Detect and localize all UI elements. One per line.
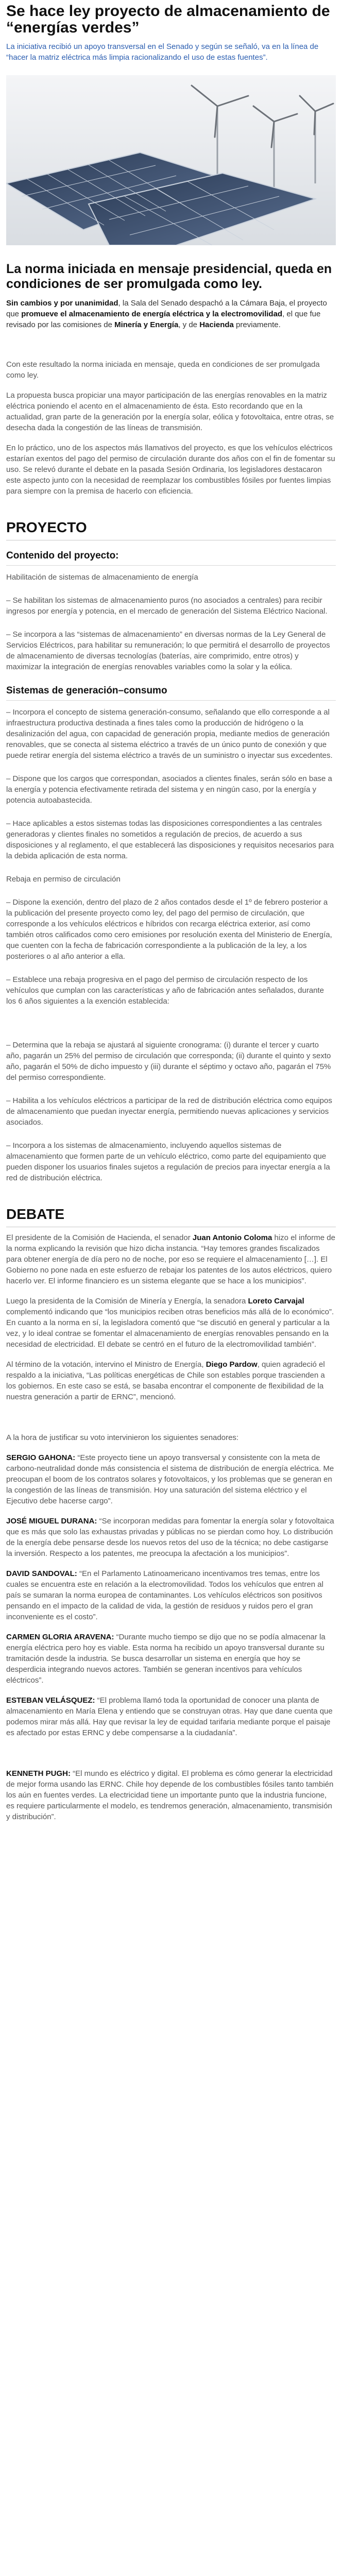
generacion-later-item: – Incorpora a los sistemas de almacenamiento, incluyendo aquellos sistemas de almacenamiento que formen parte de un vehículo eléctrico, como parte del equipamiento que pueden disponer los usuarios finales sujetos a regulación de precios para inyectar energía a la red de distribución eléctrica. bbox=[6, 1141, 330, 1182]
debate-paragraph bbox=[6, 1296, 336, 1350]
senator-name: DAVID SANDOVAL: bbox=[6, 1569, 77, 1578]
senator-quote bbox=[6, 1695, 336, 1738]
senator-quote-text: “Durante mucho tiempo se dijo que no se podía almacenar la energía eléctrica pero hoy es viable. Esta norma ha recibido un apoyo transversal durante su tramitación desde la industria. Se busca desarrollar un sistema en energía que hoy se desperdicia integrando nuevos actores. También se generan incentivos para vehículos eléctricos”. bbox=[6, 1633, 326, 1685]
wind-turbines-and-solar-panels-photo bbox=[6, 75, 336, 245]
generacion-later-item: – Determina que la rebaja se ajustará al siguiente cronograma: (i) durante el tercer y cuarto año, pagarán un 25% del permiso de circulación que corresponda; (ii) durante el quinto y sexto año, pagarán el 50% de dicho impuesto y (iii) durante el séptimo y octavo año, pagarán el 75% del permiso correspondiente. bbox=[6, 1041, 331, 1082]
generacion-item: – Dispone que los cargos que correspondan, asociados a clientes finales, serán sólo en base a la energía y potencia efectivamente retirada del sistema y en ningún caso, por la energía y potencia autoabastecida. bbox=[6, 774, 332, 805]
summary-bold-7: Hacienda bbox=[199, 320, 234, 329]
debate-paragraph: A la hora de justificar su voto intervinieron los siguientes senadores: bbox=[6, 1433, 239, 1442]
rebaja-item: – Dispone la exención, dentro del plazo de 2 años contados desde el 1º de febrero posterior a la publicación del presente proyecto como ley, del pago del permiso de circulación, que corresponde a los vehículos eléctricos e híbridos con recarga eléctrica exterior, así como también otros calificados como cero emisiones por resolución exenta del Ministerio de Energía, que cuenten con la fecha de fabricación correspondiente a la publicación de la ley, a los posteriores o al año anterior a ella. bbox=[6, 898, 332, 961]
senator-quote bbox=[6, 1452, 336, 1506]
senator-name: KENNETH PUGH: bbox=[6, 1769, 71, 1778]
generacion-later-item: – Habilita a los vehículos eléctricos a participar de la red de distribución eléctrica como equipos de almacenamiento que puedan inyectar energía, permitiendo nuevas aplicaciones y servicios asociados. bbox=[6, 1096, 332, 1127]
proyecto-subheading: Contenido del proyecto: bbox=[6, 550, 336, 566]
senator-name: CARMEN GLORIA ARAVENA: bbox=[6, 1633, 114, 1641]
paragraph: Con este resultado la norma iniciada en mensaje, queda en condiciones de ser promulgada como ley. bbox=[6, 360, 320, 380]
paragraph: En lo práctico, uno de los aspectos más llamativos del proyecto, es que los vehículos eléctricos estarían exentos del pago del permiso de circulación durante dos años con el fin de fomentar su uso. Se relevó durante el debate en la pasada Sesión Ordinaria, los legisladores destacaron este aspecto junto con la necesidad de reemplazar los combustibles fósiles por fuentes limpias para siempre con la premisa de hacerlo con eficiencia. bbox=[6, 444, 335, 496]
proyecto-item: – Se habilitan los sistemas de almacenamiento puros (no asociados a centrales) para recibir ingresos por energía y potencia, en el mercado de generación del Sistema Eléctrico Nacional. bbox=[6, 596, 328, 616]
senator-quote bbox=[6, 1568, 336, 1622]
proyecto-heading: PROYECTO bbox=[6, 519, 336, 540]
senator-quote bbox=[6, 1516, 336, 1559]
debate-text: complementó indicando que “los municipios reciben otras beneficios más allá de lo económico”. En cuanto a la norma en sí, la legisladora comentó que “se discutió en general y particular a la vez, y lo ideal contrae se fomentar el almacenamiento de energías renovables pensando en la necesidad de electricidad. El debate se centró en el futuro de la electromovilidad también”. bbox=[6, 1308, 334, 1349]
summary-text-2: , la Sala del Senado despachó a la Cámara Baja, el proyecto que bbox=[6, 299, 327, 318]
debate-text: , quien agradeció el respaldo a la iniciativa, “Las políticas energéticas de Chile son estables porque trascienden a los gobiernos. En este caso se está, se basaba encontrar el componente de flexibilidad de la nuestra generación a partir de ERNC”, mencionó. bbox=[6, 1360, 325, 1401]
debate-text: Luego la presidenta de la Comisión de Minería y Energía, la senadora bbox=[6, 1297, 248, 1306]
debate-paragraph bbox=[6, 1359, 336, 1402]
article-lead: La iniciativa recibió un apoyo transversal en el Senado y según se señaló, va en la línea de “hacer la matriz eléctrica más limpia racionalizando el uso de estas fuentes”. bbox=[6, 42, 319, 62]
summary-text-4: , el que fue revisado por las comisiones de bbox=[6, 310, 321, 329]
hero-illustration bbox=[6, 75, 336, 245]
senator-quote-text: “Se incorporan medidas para fomentar la energía solar y fotovoltaica que es más que solo las exhaustas privadas y públicas no se pierdan como hoy. Lo distribución de la energía debe pensarse desde los nuevos retos del uso de la técnica; no debe castigarse la inversión. Respecto a los patentes, me preocupa la afectación a los municipios”. bbox=[6, 1517, 334, 1558]
spacer bbox=[6, 1748, 336, 1768]
debate-text: Al término de la votación, intervino el Ministro de Energía, bbox=[6, 1360, 206, 1369]
summary-bold-1: Sin cambios y por unanimidad bbox=[6, 299, 118, 308]
summary-text-6: , y de bbox=[178, 320, 200, 329]
generacion-item: – Incorpora el concepto de sistema generación-consumo, señalando que ello corresponde a al infraestructura productiva destinada a fines tales como la producción de hidrógeno o la desalinización del agua, con capacidad de generación propia, mediante medios de generación renovables, que se conecta al sistema eléctrico a través de un único punto de conexión y que puede retirar energía del sistema eléctrico a través de un suministro o inyectar sus excedentes. bbox=[6, 708, 333, 760]
spacer bbox=[6, 1412, 336, 1432]
intro-summary bbox=[6, 298, 336, 330]
intro-heading: La norma iniciada en mensaje presidencial, queda en condiciones de ser promulgada como ley. bbox=[6, 262, 332, 291]
rebaja-label: Rebaja en permiso de circulación bbox=[6, 875, 121, 884]
article-title: Se hace ley proyecto de almacenamiento de “energías verdes” bbox=[6, 3, 330, 36]
debate-text: El presidente de la Comisión de Hacienda, el senador bbox=[6, 1233, 193, 1242]
proyecto-intro: Habilitación de sistemas de almacenamiento de energía bbox=[6, 573, 198, 582]
summary-bold-3: promueve el almacenamiento de energía eléctrica y la electromovilidad bbox=[21, 310, 283, 318]
senator-quote-text: “El problema llamó toda la oportunidad de conocer una planta de almacenamiento en María Elena y entiendo que se construyan otras. Hay que dane cuenta que podemos mirar más allá. Hay que revisar la ley de equidad tarifaria mediante porque el paisaje es afectado por estas ERNC y debe compensarse a la ciudadanía”. bbox=[6, 1696, 333, 1737]
spacer bbox=[6, 1019, 336, 1040]
senator-quote bbox=[6, 1768, 336, 1822]
article bbox=[0, 2, 342, 1822]
senator-quote-text: “En el Parlamento Latinoamericano incentivamos tres temas, entre los cuales se encuentra este en relación a la electromovilidad. Todos los vehículos que entren al país se sumaran la norma europea de contaminantes. Los vehículos eléctricos son positivos pensando en el impacto de la calidad de vida, la gestión de residuos y ruidos pero el gran inconveniente es el costo”. bbox=[6, 1569, 323, 1621]
senator-name: ESTEBAN VELÁSQUEZ: bbox=[6, 1696, 95, 1705]
speaker-name: Diego Pardow bbox=[206, 1360, 258, 1369]
rebaja-item: – Establece una rebaja progresiva en el pago del permiso de circulación respecto de los vehículos que cumplan con las características y año de fabricación antes señalados, durante los 6 años siguientes a la exención establecida: bbox=[6, 975, 324, 1006]
generacion-item: – Hace aplicables a estos sistemas todas las disposiciones correspondientes a las centrales generadoras y clientes finales no sometidos a regulación de precios, de acuerdo a sus disposiciones y al reglamento, el que establecerá las disposiciones y requisitos necesarios para la debida aplicación de esta norma. bbox=[6, 819, 334, 860]
speaker-name: Loreto Carvajal bbox=[248, 1297, 304, 1306]
summary-bold-5: Minería y Energía bbox=[114, 320, 179, 329]
paragraph: La propuesta busca propiciar una mayor participación de las energías renovables en la matriz eléctrica poniendo el acento en el almacenamiento de ésta. Esto recordando que en la actualidad, gran parte de la generación por la energía solar, eólica y fotovoltaica, entre otras, se desecha dada la congestión de las líneas de transmisión. bbox=[6, 391, 334, 432]
senator-quote-text: “Este proyecto tiene un apoyo transversal y consistente con la meta de carbono-neutralidad donde más consistencia el sistema de distribución de energía eléctrica. Me preocupan el boom de los contratos solares y fotovoltaicos, y los problemas que se generan en la congestión de las líneas de transmisión. Hoy una saturación del sistema eléctrico y el Ejecutivo debe hacerse cargo”. bbox=[6, 1453, 334, 1505]
debate-text: hizo el informe de la norma explicando la revisión que hizo dicha instancia. “Hay temores grandes fiscalizados para obtener energía de día pero no de noche, por eso se requiere el almacenamiento […]. El Gobierno no pone nada en este esfuerzo de rebajar los patentes de los autos eléctricos, quiero hacerlo ver. El informe financiero es un sistema elegante que se hace a los municipios”. bbox=[6, 1233, 335, 1285]
senator-name: JOSÉ MIGUEL DURANA: bbox=[6, 1517, 97, 1526]
generacion-heading: Sistemas de generación–consumo bbox=[6, 685, 336, 701]
debate-heading: DEBATE bbox=[6, 1206, 336, 1227]
senator-name: SERGIO GAHONA: bbox=[6, 1453, 76, 1462]
debate-paragraph bbox=[6, 1232, 336, 1286]
senator-quote bbox=[6, 1632, 336, 1686]
summary-text-8: previamente. bbox=[233, 320, 281, 329]
senator-quote-text: “El mundo es eléctrico y digital. El problema es cómo generar la electricidad de mejor forma usando las ERNC. Chile hoy depende de los combustibles fósiles tanto también los aún en fuentes verdes. La electricidad tiene un importante punto que la industria funcione, es requiere particularmente el modelo, es tendremos generación, almacenamiento, transmisión y distribución”. bbox=[6, 1769, 334, 1821]
speaker-name: Juan Antonio Coloma bbox=[192, 1233, 272, 1242]
proyecto-item: – Se incorpora a las “sistemas de almacenamiento” en diversas normas de la Ley General de Servicios Eléctricos, para habilitar su remuneración; lo que permitirá el desarrollo de proyectos de almacenamiento de diversas tecnologías (baterías, aire comprimido, entre otros) y maximizar la integración de energías renovables variables como la solar y la eólica. bbox=[6, 630, 330, 671]
